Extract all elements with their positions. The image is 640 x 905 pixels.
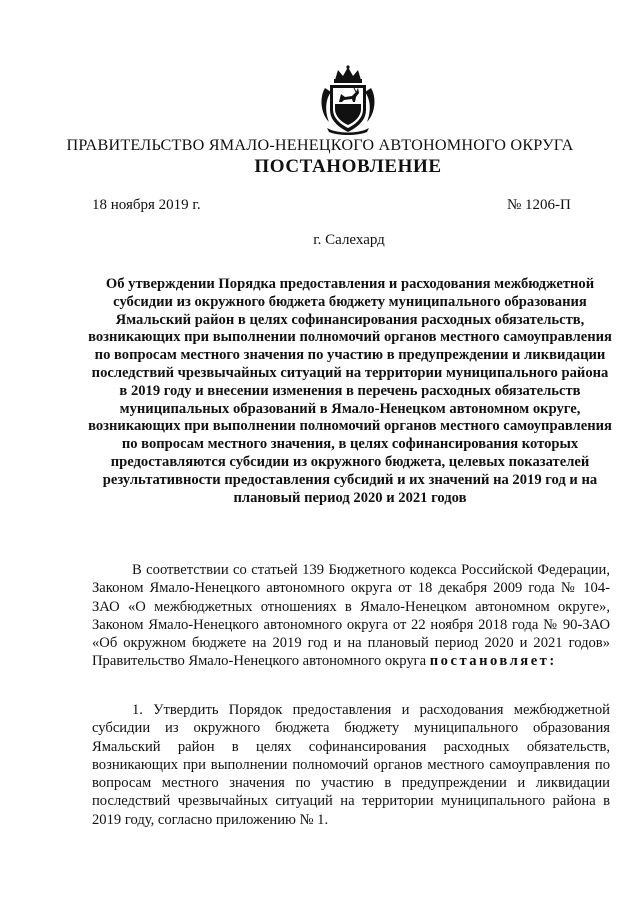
yamal-coat-of-arms-icon	[319, 64, 377, 136]
document-city: г. Салехард	[313, 232, 385, 248]
government-title: ПРАВИТЕЛЬСТВО ЯМАЛО-НЕНЕЦКОГО АВТОНОМНОГО ОКРУГА	[66, 136, 574, 154]
document-type-heading: ПОСТАНОВЛЕНИЕ	[254, 156, 442, 177]
preamble-text: В соответствии со статьей 139 Бюджетного кодекса Российской Федерации, Законом Ямало-Ненецкого автономного округа от 18 декабря 2009 года № 104-ЗАО «О межбюджетных отношениях в Ямало-Ненецком автономном округе», Законом Ямало-Ненецкого автономного округа от 22 ноября 2018 года № 90-ЗАО «Об окружном бюджете на 2019 год и на плановый период 2020 и 2021 годов» Правительство Ямало-Ненецкого автономного округа	[92, 562, 610, 670]
preamble-verb: постановляет:	[429, 653, 557, 670]
document-date: 18 ноября 2019 г.	[92, 197, 201, 213]
clause-1: 1. Утвердить Порядок предоставления и расходования межбюджетной субсидии из окружного бюджета бюджету муниципального образования Ямальский район в целях софинансирования расходных обязательств, возникающих при выполнении полномочий органов местного самоуправления по вопросам местного значения по участию в предупреждении и ликвидации последствий чрезвычайных ситуаций на территории муниципального района в 2019 году, согласно приложению № 1.	[92, 702, 610, 828]
document-number: № 1206-П	[507, 197, 571, 213]
preamble-paragraph	[92, 561, 610, 671]
document-subject: Об утверждении Порядка предоставления и расходования межбюджетной субсидии из окружного бюджета бюджету муниципального образования Ямальский район в целях софинансирования расходных обязательств, возникающих при выполнении полномочий органов местного самоуправления по вопросам местного значения по участию в предупреждении и ликвидации последствий чрезвычайных ситуаций на территории муниципального района в 2019 году и внесении изменения в перечень расходных обязательств муниципальных образований в Ямало-Ненецком автономном округе, возникающих при выполнении полномочий органов местного самоуправления по вопросам местного значения, в целях софинансирования которых предоставляются субсидии из окружного бюджета, целевых показателей результативности предоставления субсидий и их значений на 2019 год и на плановый период 2020 и 2021 годов	[88, 276, 612, 506]
